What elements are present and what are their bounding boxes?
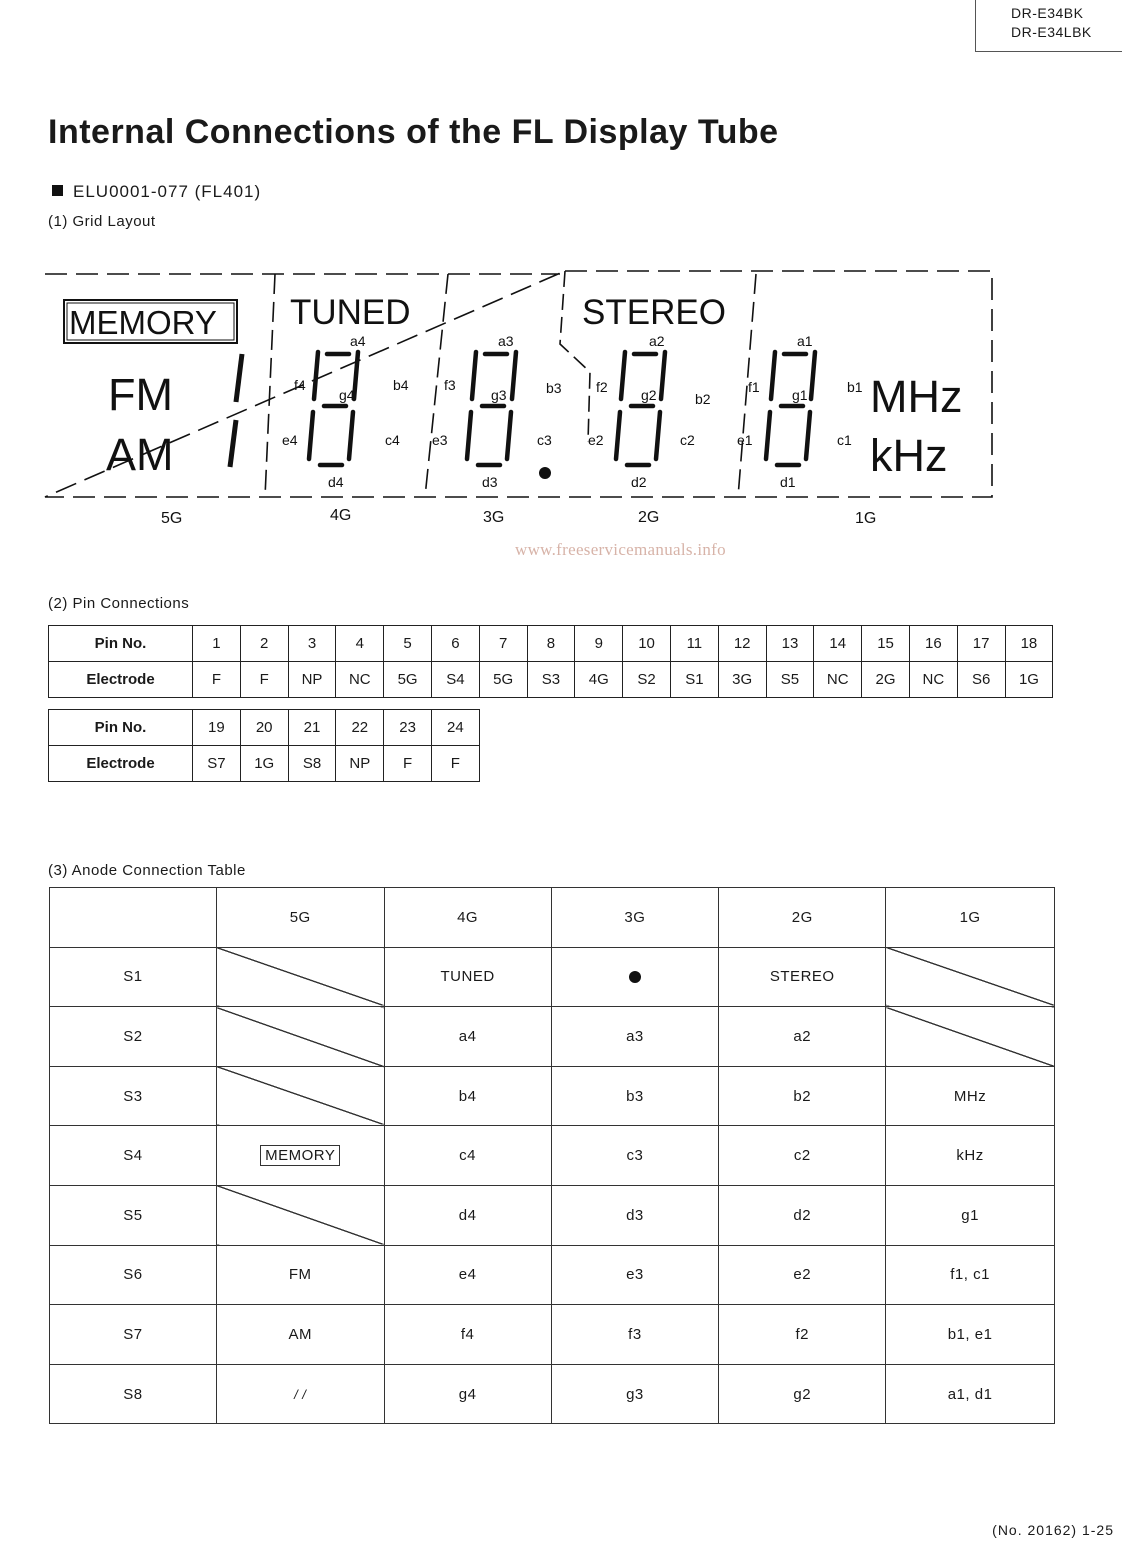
mhz-indicator: MHz — [870, 371, 963, 422]
anode-cell: b1, e1 — [886, 1305, 1055, 1365]
anode-cell: g3 — [551, 1364, 719, 1424]
khz-indicator: kHz — [870, 430, 948, 481]
pin-cell: 17 — [957, 626, 1005, 662]
column-header: 3G — [551, 888, 719, 948]
anode-cell: g2 — [719, 1364, 886, 1424]
seg-label: a2 — [649, 333, 665, 349]
electrode-cell: 2G — [862, 662, 910, 698]
decimal-dot-icon — [539, 467, 551, 479]
part-number — [52, 182, 261, 202]
electrode-cell: F — [384, 746, 432, 782]
anode-cell — [551, 947, 719, 1007]
pin-cell: 15 — [862, 626, 910, 662]
grid-label-5g: 5G — [161, 510, 183, 527]
electrode-cell: NC — [909, 662, 957, 698]
memory-indicator: MEMORY — [69, 304, 217, 341]
anode-cell: STEREO — [719, 947, 886, 1007]
anode-cell — [216, 1364, 384, 1424]
row-label: S3 — [50, 1066, 217, 1126]
pin-cell: 22 — [336, 710, 384, 746]
empty-diagonal-cell — [886, 947, 1055, 1007]
model-number-box — [975, 0, 1122, 52]
table-row — [50, 947, 1055, 1007]
pin-cell: 13 — [766, 626, 814, 662]
pin-cell: 1 — [193, 626, 241, 662]
anode-cell: AM — [216, 1305, 384, 1365]
anode-cell: g4 — [384, 1364, 551, 1424]
pin-row — [49, 710, 480, 746]
row-header: Electrode — [49, 746, 193, 782]
row-label: S8 — [50, 1364, 217, 1424]
table-row — [50, 1364, 1055, 1424]
table-row — [50, 1066, 1055, 1126]
anode-cell: e3 — [551, 1245, 719, 1305]
anode-cell: a1, d1 — [886, 1364, 1055, 1424]
empty-diagonal-cell — [216, 1007, 384, 1067]
electrode-cell: 5G — [479, 662, 527, 698]
anode-cell: a4 — [384, 1007, 551, 1067]
seg-label: a1 — [797, 333, 813, 349]
section-grid-layout: (1) Grid Layout — [48, 213, 156, 230]
anode-cell: b3 — [551, 1066, 719, 1126]
decimal-dot-icon — [629, 971, 641, 983]
seg-label: d4 — [328, 474, 344, 490]
seg-label: e3 — [432, 432, 448, 448]
electrode-cell: 4G — [575, 662, 623, 698]
anode-cell: b4 — [384, 1066, 551, 1126]
anode-cell: f3 — [551, 1305, 719, 1365]
pin-cell: 14 — [814, 626, 862, 662]
anode-cell: FM — [216, 1245, 384, 1305]
electrode-cell: S3 — [527, 662, 575, 698]
column-header: 1G — [886, 888, 1055, 948]
seg-label: f2 — [596, 379, 608, 395]
anode-cell: f2 — [719, 1305, 886, 1365]
electrode-cell: NC — [336, 662, 384, 698]
column-header: 2G — [719, 888, 886, 948]
seg-label: b4 — [393, 377, 409, 393]
electrode-cell: S8 — [288, 746, 336, 782]
tuned-indicator: TUNED — [290, 293, 411, 332]
section-pin-connections: (2) Pin Connections — [48, 595, 190, 612]
pin-cell: 8 — [527, 626, 575, 662]
anode-cell: a2 — [719, 1007, 886, 1067]
seg-label: c2 — [680, 432, 695, 448]
corner-cell — [50, 888, 217, 948]
seg-label: c4 — [385, 432, 400, 448]
empty-diagonal-cell — [216, 1066, 384, 1126]
anode-cell: d2 — [719, 1185, 886, 1245]
pin-table-1 — [48, 625, 1053, 698]
row-label: S5 — [50, 1185, 217, 1245]
part-number-text: ELU0001-077 (FL401) — [73, 182, 262, 201]
anode-cell — [216, 1126, 384, 1186]
seg-label: e4 — [282, 432, 298, 448]
electrode-row — [49, 746, 480, 782]
pin-cell: 11 — [670, 626, 718, 662]
grid-label-1g: 1G — [855, 510, 877, 527]
pin-cell: 10 — [623, 626, 671, 662]
seg-label: f3 — [444, 377, 456, 393]
pin-cell: 5 — [384, 626, 432, 662]
table-row — [50, 1007, 1055, 1067]
electrode-cell: 1G — [240, 746, 288, 782]
electrode-cell: NP — [336, 746, 384, 782]
pin-cell: 2 — [240, 626, 288, 662]
electrode-cell: F — [240, 662, 288, 698]
electrode-cell: S2 — [623, 662, 671, 698]
fl-display-diagram — [40, 262, 1005, 537]
stereo-indicator: STEREO — [582, 293, 726, 332]
model-number-2: DR-E34LBK — [1011, 24, 1092, 40]
pin-cell: 21 — [288, 710, 336, 746]
fm-indicator: FM — [108, 369, 173, 420]
pin-cell: 18 — [1005, 626, 1053, 662]
seg-label: e1 — [737, 432, 753, 448]
anode-cell: e4 — [384, 1245, 551, 1305]
electrode-cell: 3G — [718, 662, 766, 698]
page-footer: (No. 20162) 1-25 — [992, 1522, 1114, 1538]
anode-cell: c2 — [719, 1126, 886, 1186]
memory-box-label: MEMORY — [260, 1145, 340, 1166]
anode-cell: f4 — [384, 1305, 551, 1365]
row-header: Pin No. — [49, 626, 193, 662]
anode-cell: b2 — [719, 1066, 886, 1126]
pin-cell: 3 — [288, 626, 336, 662]
anode-cell: MHz — [886, 1066, 1055, 1126]
seg-label: e2 — [588, 432, 604, 448]
pin-row — [49, 626, 1053, 662]
pin-cell: 24 — [431, 710, 479, 746]
seg-label: c3 — [537, 432, 552, 448]
am-indicator: AM — [106, 429, 174, 480]
anode-cell: c3 — [551, 1126, 719, 1186]
pin-cell: 19 — [193, 710, 241, 746]
seg-label: b2 — [695, 391, 711, 407]
pin-cell: 23 — [384, 710, 432, 746]
electrode-cell: S4 — [431, 662, 479, 698]
seg-label: g2 — [641, 387, 657, 403]
seg-label: b3 — [546, 380, 562, 396]
empty-diagonal-cell — [216, 947, 384, 1007]
electrode-cell: 5G — [384, 662, 432, 698]
grid-label-2g: 2G — [638, 509, 660, 526]
anode-cell: d4 — [384, 1185, 551, 1245]
empty-diagonal-cell — [886, 1007, 1055, 1067]
electrode-cell: S5 — [766, 662, 814, 698]
seg-label: g4 — [339, 387, 355, 403]
electrode-cell: S6 — [957, 662, 1005, 698]
pin-cell: 4 — [336, 626, 384, 662]
electrode-cell: NP — [288, 662, 336, 698]
seg-label: f4 — [294, 377, 306, 393]
model-number-1: DR-E34BK — [1011, 5, 1084, 21]
seg-label: g3 — [491, 387, 507, 403]
row-label: S7 — [50, 1305, 217, 1365]
seg-label: d1 — [780, 474, 796, 490]
table-row — [50, 1245, 1055, 1305]
anode-cell: f1, c1 — [886, 1245, 1055, 1305]
anode-cell: e2 — [719, 1245, 886, 1305]
watermark: www.freeservicemanuals.info — [515, 540, 726, 559]
pin-table-2 — [48, 709, 480, 782]
seg-label: a4 — [350, 333, 366, 349]
anode-connection-table — [49, 887, 1055, 1424]
grid-label-4g: 4G — [330, 507, 352, 524]
section-anode-table: (3) Anode Connection Table — [48, 862, 246, 879]
seg-label: g1 — [792, 387, 808, 403]
table-row — [50, 1305, 1055, 1365]
row-label: S4 — [50, 1126, 217, 1186]
empty-diagonal-cell — [216, 1185, 384, 1245]
anode-cell: TUNED — [384, 947, 551, 1007]
seg-label: a3 — [498, 333, 514, 349]
anode-cell: kHz — [886, 1126, 1055, 1186]
electrode-cell: S7 — [193, 746, 241, 782]
electrode-cell: F — [431, 746, 479, 782]
seg-label: d3 — [482, 474, 498, 490]
seg-label: f1 — [748, 379, 760, 395]
anode-cell: a3 — [551, 1007, 719, 1067]
electrode-cell: 1G — [1005, 662, 1053, 698]
seg-label: b1 — [847, 379, 863, 395]
electrode-cell: S1 — [670, 662, 718, 698]
seg-label: d2 — [631, 474, 647, 490]
electrode-row — [49, 662, 1053, 698]
row-header: Pin No. — [49, 710, 193, 746]
pin-cell: 20 — [240, 710, 288, 746]
row-label: S2 — [50, 1007, 217, 1067]
table-row — [50, 1126, 1055, 1186]
slash-segments-label: / / — [294, 1386, 307, 1402]
square-bullet-icon — [52, 185, 63, 196]
row-header: Electrode — [49, 662, 193, 698]
grid-label-3g: 3G — [483, 509, 505, 526]
row-label: S1 — [50, 947, 217, 1007]
table-row — [50, 1185, 1055, 1245]
pin-cell: 16 — [909, 626, 957, 662]
seg-label: c1 — [837, 432, 852, 448]
pin-cell: 6 — [431, 626, 479, 662]
column-header: 4G — [384, 888, 551, 948]
electrode-cell: F — [193, 662, 241, 698]
electrode-cell: NC — [814, 662, 862, 698]
row-label: S6 — [50, 1245, 217, 1305]
page-title: Internal Connections of the FL Display Tube — [48, 113, 779, 151]
anode-cell: d3 — [551, 1185, 719, 1245]
anode-cell: g1 — [886, 1185, 1055, 1245]
pin-cell: 12 — [718, 626, 766, 662]
anode-cell: c4 — [384, 1126, 551, 1186]
pin-cell: 7 — [479, 626, 527, 662]
pin-cell: 9 — [575, 626, 623, 662]
column-header: 5G — [216, 888, 384, 948]
table-header-row — [50, 888, 1055, 948]
